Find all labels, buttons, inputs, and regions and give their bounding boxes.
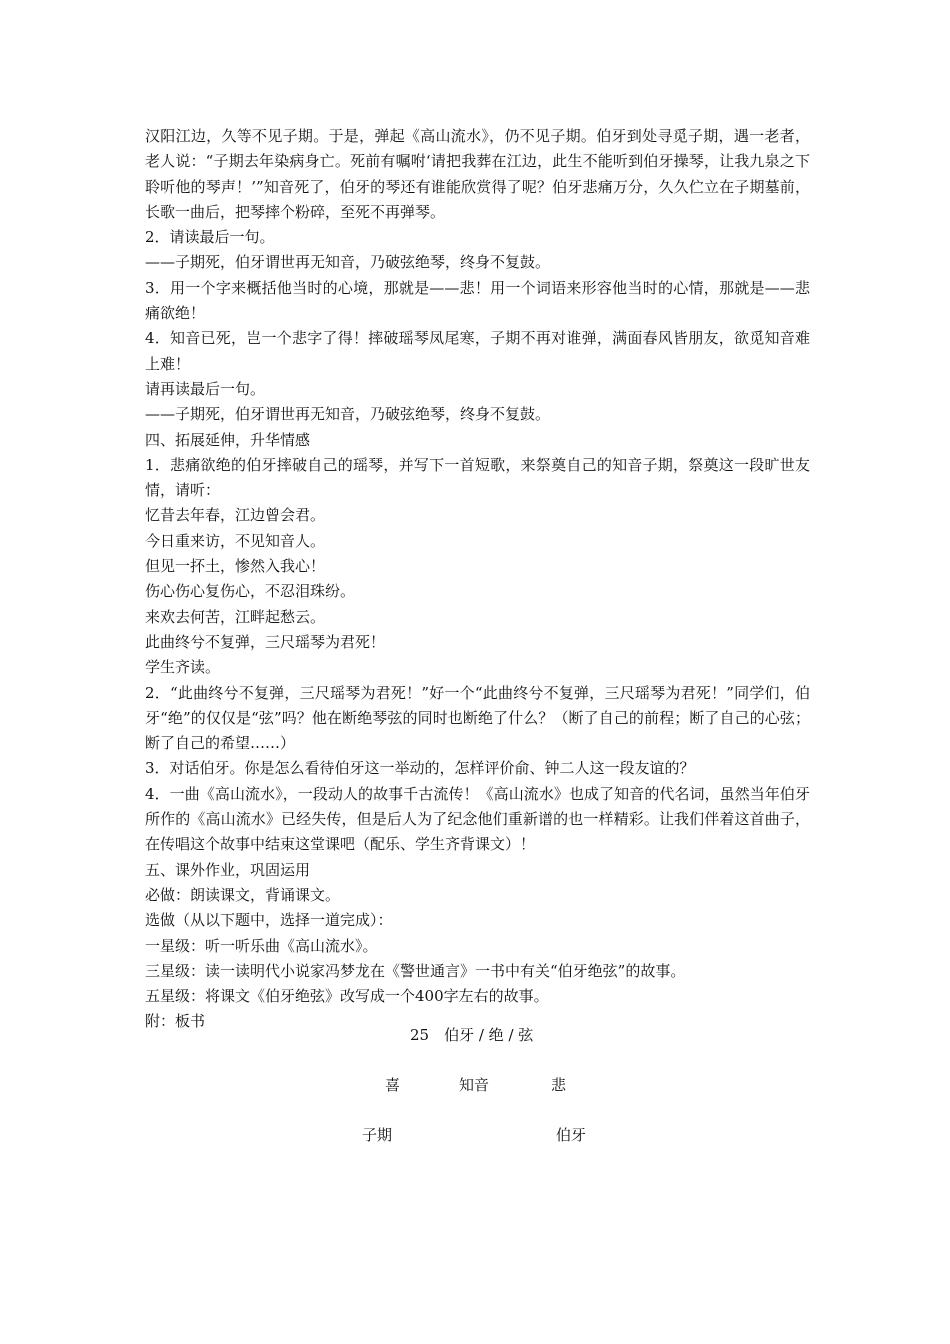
paragraph: 3．对话伯牙。你是怎么看待伯牙这一举动的，怎样评价俞、钟二人这一段友谊的？ <box>145 759 695 778</box>
poem-line: 但见一抔土，惨然入我心！ <box>145 557 326 576</box>
board-word-xi: 喜 <box>385 1076 401 1094</box>
paragraph: 学生齐读。 <box>145 658 221 677</box>
board-word-ziqi: 子期 <box>362 1126 393 1144</box>
board-word-bei: 悲 <box>551 1076 567 1094</box>
poem-line: 忆昔去年春，江边曾会君。 <box>145 506 326 525</box>
paragraph: 4．知音已死，岂一个悲字了得！摔破瑶琴凤尾寒，子期不再对谁弹，满面春风皆朋友，欲觅知音难上难！ <box>145 329 810 373</box>
paragraph: 一星级：听一听乐曲《高山流水》。 <box>145 936 378 955</box>
paragraph: 必做：朗读课文，背诵课文。 <box>145 885 341 904</box>
paragraph: 4．一曲《高山流水》，一段动人的故事千古流传！《高山流水》也成了知音的代名词，虽然当年伯牙所作的《高山流水》已经失传，但是后人为了纪念他们重新谱的也一样精彩。让我们伴着这首曲子，在传唱这个故事中结束这堂课吧（配乐、学生齐背课文）！ <box>145 784 810 854</box>
section-heading: 五、课外作业，巩固运用 <box>145 860 311 879</box>
paragraph: 附：板书 <box>145 1012 206 1031</box>
poem-line: 来欢去何苦，江畔起愁云。 <box>145 607 326 626</box>
paragraph: 三星级：读一读明代小说家冯梦龙在《警世通言》一书中有关“伯牙绝弦”的故事。 <box>145 961 686 980</box>
poem-line: 此曲终兮不复弹，三尺瑶琴为君死！ <box>145 632 386 651</box>
poem-line: 伤心伤心复伤心，不忍泪珠纷。 <box>145 582 356 601</box>
paragraph: 3．用一个字来概括他当时的心境，那就是——悲！用一个词语来形容他当时的心情，那就是——悲痛欲绝！ <box>145 278 810 323</box>
board-title: 25 伯牙 / 绝 / 弦 <box>410 1026 534 1044</box>
section-heading: 四、拓展延伸，升华情感 <box>145 430 311 449</box>
board-word-boya: 伯牙 <box>556 1126 587 1144</box>
paragraph: 选做（从以下题中，选择一道完成）： <box>145 911 393 930</box>
paragraph: 2．“此曲终兮不复弹，三尺瑶琴为君死！”好一个“此曲终兮不复弹，三尺瑶琴为君死！”同学们，伯牙“绝”的仅仅是“弦”吗？他在断绝琴弦的同时也断绝了什么？（断了自己的前程；断了自己的心弦；断了自己的希望……） <box>145 683 810 753</box>
paragraph: 1．悲痛欲绝的伯牙摔破自己的瑶琴，并写下一首短歌，来祭奠自己的知音子期，祭奠这一段旷世友情，请听： <box>145 455 810 500</box>
paragraph: 五星级：将课文《伯牙绝弦》改写成一个400字左右的故事。 <box>145 987 549 1006</box>
paragraph: ——子期死，伯牙谓世再无知音，乃破弦绝琴，终身不复鼓。 <box>145 253 551 272</box>
paragraph: 请再读最后一句。 <box>145 379 266 398</box>
paragraph: 汉阳江边，久等不见子期。于是，弹起《高山流水》，仍不见子期。伯牙到处寻觅子期，遇一老者，老人说：“子期去年染病身亡。死前有嘱咐‘请把我葬在江边，此生不能听到伯牙操琴，让我九泉之下聆听他的琴声！’”知音死了，伯牙的琴还有谁能欣赏得了呢？伯牙悲痛万分，久久伫立在子期墓前，长歌一曲后，把琴摔个粉碎，至死不再弹琴。 <box>145 127 810 221</box>
paragraph: 2．请读最后一句。 <box>145 228 275 247</box>
paragraph: ——子期死，伯牙谓世再无知音，乃破弦绝琴，终身不复鼓。 <box>145 405 551 424</box>
poem-line: 今日重来访，不见知音人。 <box>145 531 326 550</box>
board-word-zhiyin: 知音 <box>459 1076 490 1094</box>
